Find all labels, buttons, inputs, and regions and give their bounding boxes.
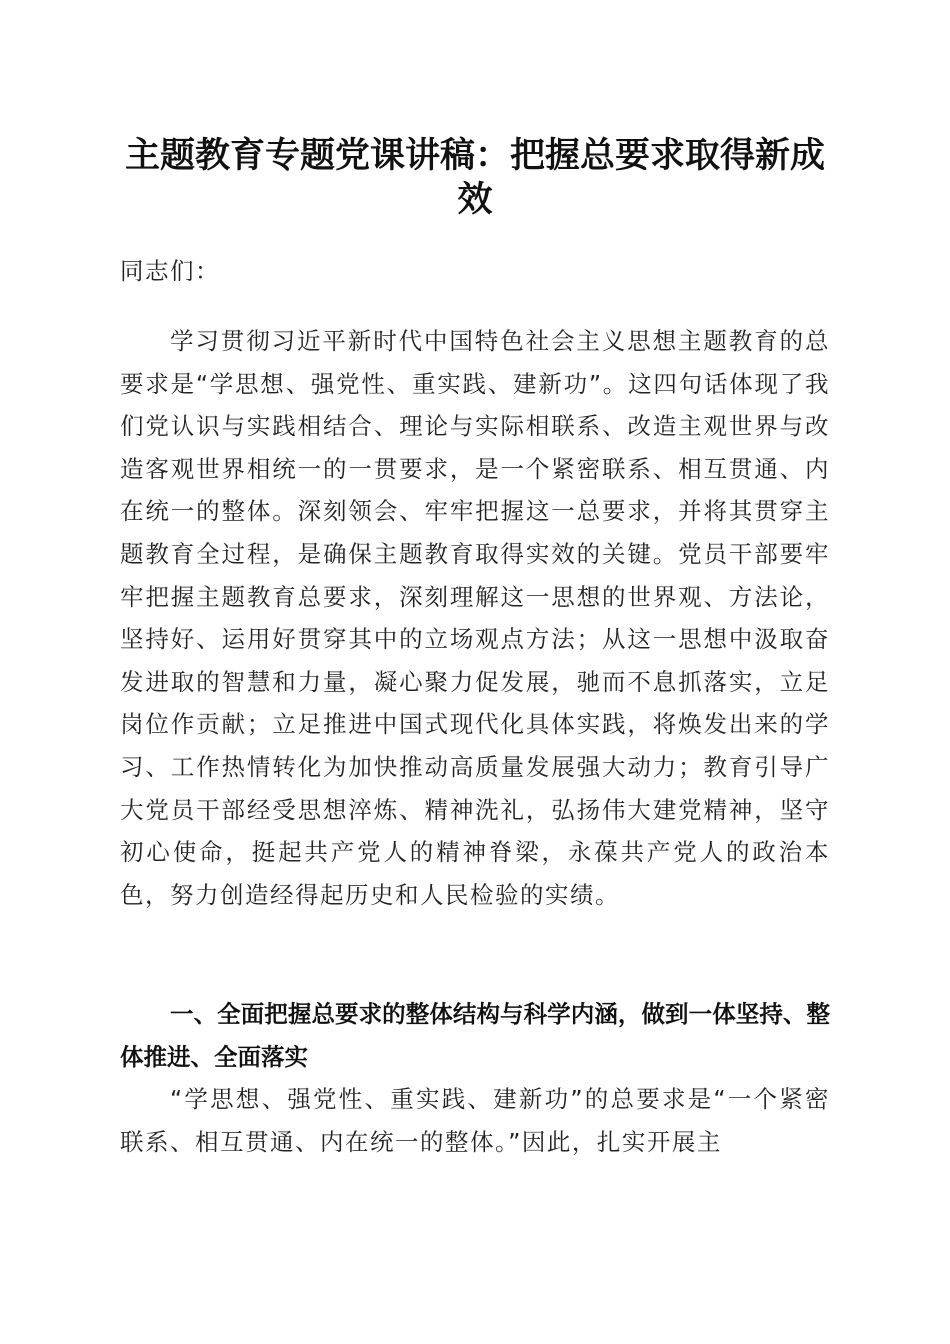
intro-paragraph: 学习贯彻习近平新时代中国特色社会主义思想主题教育的总要求是“学思想、强党性、重实践、建新功”。这四句话体现了我们党认识与实践相结合、理论与实际相联系、改造主观世界与改造客观世界相统一的一贯要求，是一个紧密联系、相互贯通、内在统一的整体。深刻领会、牢牢把握这一总要求，并将其贯穿主题教育全过程，是确保主题教育取得实效的关键。党员干部要牢牢把握主题教育总要求，深刻理解这一思想的世界观、方法论，坚持好、运用好贯穿其中的立场观点方法；从这一思想中汲取奋发进取的智慧和力量，凝心聚力促发展，驰而不息抓落实，立足岗位作贡献；立足推进中国式现代化具体实践，将焕发出来的学习、工作热情转化为加快推动高质量发展强大动力；教育引导广大党员干部经受思想淬炼、精神洗礼，弘扬伟大建党精神，坚守初心使命，挺起共产党人的精神脊梁，永葆共产党人的政治本色，努力创造经得起历史和人民检验的实绩。 [120, 327, 830, 909]
salutation: 同志们： [120, 257, 220, 285]
section-heading: 一、全面把握总要求的整体结构与科学内涵，做到一体坚持、整体推进、全面落实 [120, 1000, 830, 1071]
section-paragraph: “学思想、强党性、重实践、建新功”的总要求是“一个紧密联系、相互贯通、内在统一的整体。”因此，扎实开展主 [120, 1085, 830, 1156]
document-title: 主题教育专题党课讲稿：把握总要求取得新成效 [124, 135, 825, 220]
